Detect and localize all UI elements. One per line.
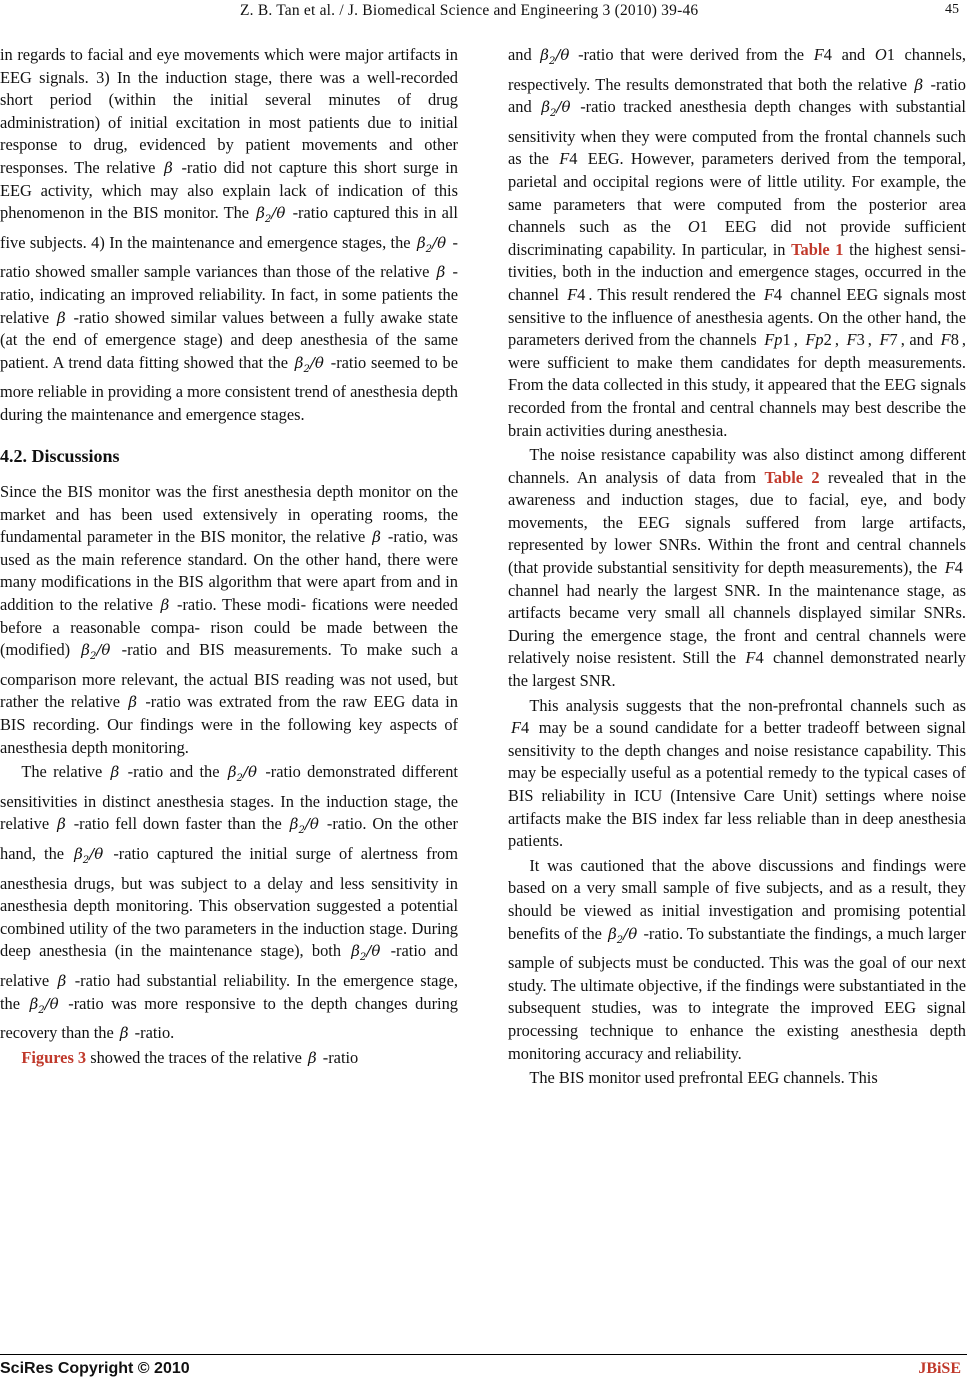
beta2-theta-symbol	[349, 942, 382, 964]
theta-glyph: /θ	[309, 353, 324, 372]
running-header	[0, 0, 967, 22]
text-run: . This result rendered the	[588, 284, 756, 304]
text-run: the highest sensi- tivities, both in the induction and emergence stages, occurred in the channel	[508, 239, 966, 304]
beta-symbol: β	[307, 1048, 317, 1067]
beta-symbol: β	[57, 815, 66, 834]
beta2-theta-symbol	[72, 845, 105, 866]
channel-letter: F	[813, 45, 824, 64]
text-run: -ratio. On the other hand, the	[0, 814, 459, 863]
running-head: Z. B. Tan et al. / J. Biomedical Science and Engineering 3 (2010) 39-46	[240, 2, 699, 19]
text-run: channel EEG signals most sensitive to the influence of anesthesia agents. On the other hand, the parameters derived from the channels	[508, 284, 966, 350]
channel-number: 4	[954, 558, 963, 578]
paragraph	[508, 1067, 966, 1090]
theta-glyph: /θ	[44, 994, 59, 1013]
beta-symbol: β	[128, 693, 138, 712]
text-run: in regards to facial and eye movements which were major artifacts in EEG signals. 3) In the induction stage, there was a well-recorded short period (within the initial several minutes of drug administration) of initial excitation in most patients due to initial response to drug, evidenced by patient movements and other responses. The relative	[0, 45, 458, 177]
text-run: -ratio and relative	[0, 941, 458, 990]
channel-letter: F	[944, 558, 955, 578]
channel-number: 4	[521, 718, 530, 738]
beta-symbol: β	[436, 263, 446, 282]
channel-f4	[742, 648, 766, 667]
paragraph	[0, 761, 458, 1045]
text-run: showed the traces of the relative	[90, 1047, 302, 1067]
beta-glyph: β	[29, 994, 39, 1013]
channel-letter: F	[567, 284, 578, 304]
text-run: The relative	[21, 762, 103, 782]
beta-glyph: β	[74, 845, 83, 863]
beta-symbol: β	[119, 1024, 129, 1043]
beta-symbol: β	[164, 158, 173, 177]
paragraph	[508, 695, 966, 853]
beta-glyph: β	[256, 204, 265, 223]
text-run: -ratio showed smaller sample variances than those of the relative	[0, 232, 459, 282]
text-run: The noise resistance capability was also distinct among different channels. An analysis of data from	[508, 445, 966, 487]
channel-f4	[556, 149, 580, 168]
paragraph	[508, 44, 966, 442]
right-column	[508, 44, 966, 1090]
beta-symbol: β	[110, 763, 120, 782]
channel-f7	[876, 330, 900, 349]
text-run: revealed that in the awareness and induction stages, due to facial, eye, and body movements, the EEG signals suffered from large artifacts, represented by lower SNRs. Within the front and central channels (that provide substantial sensitivity for depth measurements), the	[508, 467, 966, 578]
theta-glyph: /θ	[89, 845, 104, 863]
journal-link[interactable]: JBiSE	[918, 1360, 961, 1377]
beta-symbol: β	[372, 528, 381, 547]
text-run: -ratio.	[134, 1023, 175, 1043]
channel-f4	[508, 718, 532, 737]
subscript: 2	[89, 651, 97, 663]
text-run: -ratio demonstrated different sensitivities in distinct anesthesia stages. In the induction stage, the relative	[0, 762, 458, 834]
channel-f4	[942, 558, 966, 577]
channel-number: 4	[823, 45, 832, 64]
theta-glyph: /θ	[556, 98, 571, 117]
text-run: , and	[900, 330, 934, 350]
text-run: -ratio fell down faster than the	[73, 814, 282, 834]
text-run: -ratio and	[508, 74, 966, 117]
subscript: 2	[38, 1004, 45, 1016]
beta-symbol: β	[914, 75, 924, 94]
channel-number: 2	[823, 330, 832, 350]
text-run: -ratio had substantial reliability. In the emergence stage, the	[0, 970, 458, 1013]
text-run: -ratio and the	[127, 762, 220, 782]
channel-o1	[872, 45, 898, 64]
channel-letter: O	[874, 45, 887, 64]
subscript: 2	[264, 214, 272, 226]
subscript: 2	[616, 934, 624, 946]
channel-number: 1	[782, 330, 791, 350]
paragraph	[508, 444, 966, 693]
text-run: and	[841, 45, 866, 64]
channel-f3	[844, 330, 868, 349]
channel-letter: F	[559, 149, 570, 169]
text-run: channel demonstrated nearly the largest SNR.	[508, 648, 966, 691]
theta-glyph: /θ	[432, 233, 447, 252]
footer-divider	[0, 1354, 967, 1355]
beta-symbol: β	[160, 596, 170, 615]
text-run: -ratio showed similar values between a fully awake state (at the end of emergence stage) and deep anesthesia of the same patient. A trend data fitting showed that the	[0, 307, 458, 372]
beta-symbol: β	[57, 971, 67, 990]
page-number: 45	[945, 2, 959, 17]
paragraph	[0, 481, 458, 759]
theta-glyph: /θ	[242, 763, 257, 782]
beta2-theta-symbol	[226, 763, 259, 785]
theta-glyph: /θ	[623, 924, 638, 943]
channel-number: 4	[577, 284, 586, 304]
channel-f4	[761, 285, 785, 304]
text-run: -ratio tracked anesthesia depth changes with substantial sensitivity when they were computed from the frontal channels such as the	[508, 97, 966, 169]
figure-reference-link[interactable]: Figures 3	[21, 1047, 87, 1067]
text-run: -ratio. To substantiate the findings, a much larger sample of subjects must be conducted. This was the goal of our next study. The ultimate objective, if the findings were substantiated in the subsequent studies, was to integrate the improved EEG signal processing technique to enhance the existing anesthesia depth monitoring accuracy and reliability.	[508, 923, 966, 1063]
beta2-theta-symbol	[538, 46, 571, 67]
channel-fp1	[761, 330, 793, 349]
text-run: EEG. However, parameters derived from the temporal, parietal and occipital regions were of little utility. For example, the same parameters that were computed from the posterior area channels such as the	[508, 149, 966, 237]
beta-glyph: β	[81, 641, 90, 660]
copyright-notice: SciRes Copyright © 2010	[0, 1360, 190, 1377]
beta-glyph: β	[351, 942, 360, 961]
channel-letter: F	[940, 330, 951, 350]
channel-letter: Fp	[764, 330, 783, 350]
text-run: -ratio did not capture this short surge in EEG activity, which may also explain lack of indication of this phenomenon in the BIS monitor. The	[0, 157, 458, 223]
subscript: 2	[550, 108, 557, 120]
channel-f4	[811, 45, 835, 64]
text-run: -ratio was more responsive to the depth changes during recovery than the	[0, 993, 458, 1043]
beta2-theta-symbol	[293, 353, 326, 375]
text-run: ,	[834, 330, 839, 350]
beta2-theta-symbol	[606, 924, 639, 946]
beta-glyph: β	[540, 46, 549, 64]
channel-number: 4	[755, 648, 764, 668]
channel-letter: F	[511, 718, 522, 738]
beta2-theta-symbol	[254, 204, 287, 226]
table-reference-link[interactable]: Table 2	[764, 467, 820, 487]
text-run: This analysis suggests that the non-prefrontal channels such as	[529, 695, 966, 715]
text-run: -ratio	[322, 1047, 359, 1067]
subscript: 2	[425, 243, 433, 255]
channel-number: 3	[856, 330, 865, 350]
text-run: ,	[793, 330, 798, 350]
channel-letter: F	[879, 330, 890, 350]
text-run: -ratio, was used as the main reference standard. On the other hand, there were many modifications in the BIS algorithm that were apart from and in addition to the relative	[0, 527, 458, 615]
channel-number: 8	[950, 330, 959, 350]
beta-glyph: β	[294, 353, 304, 372]
text-run: channel had nearly the largest SNR. In the maintenance stage, as artifacts became very small all channels displayed similar SNRs. During the emergence stage, the front and central channels were relatively noise resistent. Still the	[508, 580, 966, 668]
beta-glyph: β	[227, 763, 237, 782]
channel-letter: Fp	[805, 330, 824, 350]
text-run: -ratio, indicating an improved reliability. In fact, in some patients the relative	[0, 262, 458, 327]
text-run: -ratio captured this in all five subjects. 4) In the maintenance and emergence stages, the	[0, 203, 458, 252]
text-run: -ratio that were derived from the	[578, 45, 805, 64]
subscript: 2	[548, 56, 556, 67]
subscript: 2	[82, 855, 90, 866]
channel-letter: F	[745, 648, 756, 668]
subscript: 2	[303, 363, 310, 375]
channel-number: 7	[889, 330, 898, 350]
subscript: 2	[298, 825, 305, 837]
channel-number: 4	[773, 284, 783, 304]
text-run: The BIS monitor used prefrontal EEG channels. This	[529, 1068, 878, 1088]
channel-fp2	[802, 330, 834, 349]
paragraph	[508, 855, 966, 1065]
beta-glyph: β	[608, 924, 617, 943]
beta-symbol: β	[57, 308, 66, 327]
table-reference-link[interactable]: Table 1	[791, 239, 844, 259]
left-column	[0, 44, 458, 1069]
text-run: Since the BIS monitor was the first anesthesia depth monitor on the market and has been used extensively in operating rooms, the fundamental parameter in the BIS monitor, the relative	[0, 482, 458, 547]
channel-number: 1	[886, 45, 895, 64]
channel-o1	[685, 217, 711, 236]
beta2-theta-symbol	[288, 815, 321, 837]
channel-f8	[938, 330, 962, 349]
beta2-theta-symbol	[415, 233, 448, 255]
text-run: -ratio. These modi- fications were needed before a reasonable compa- rison could be made between the (modified)	[0, 595, 458, 660]
paragraph	[0, 44, 458, 427]
section-heading: 4.2. Discussions	[0, 445, 120, 466]
text-run: ,	[867, 330, 872, 350]
beta-glyph: β	[417, 233, 426, 252]
text-run: -ratio captured the initial surge of alertness from anesthesia drugs, but was subject to a delay and less sensitivity in anesthesia depth monitoring. This observation suggested a potential combined utility of the two parameters in the induction stage. During deep anesthesia (in the maintenance stage), both	[0, 844, 458, 961]
text-run: and	[508, 45, 532, 64]
beta-glyph: β	[289, 815, 299, 834]
text-run: -ratio seemed to be more reliable in providing a more consistent trend of anesthesia depth during the maintenance and emergence stages.	[0, 352, 458, 424]
channel-letter: O	[687, 217, 700, 237]
theta-glyph: /θ	[555, 46, 570, 64]
theta-glyph: /θ	[271, 204, 286, 223]
text-run: channels, respectively. The results demonstrated that both the relative	[508, 45, 966, 94]
text-run: -ratio and BIS measurements. To make such a comparison more relevant, the actual BIS reading was not used, but rather the relative	[0, 640, 458, 712]
channel-number: 1	[699, 217, 708, 237]
theta-glyph: /θ	[366, 942, 381, 961]
text-run: -ratio was extrated from the raw EEG data in BIS recording. Our findings were in the following key aspects of anesthesia depth monitoring.	[0, 692, 458, 757]
beta2-theta-symbol	[79, 641, 112, 663]
beta2-theta-symbol	[28, 994, 61, 1016]
beta-glyph: β	[541, 98, 551, 117]
theta-glyph: /θ	[96, 641, 111, 660]
channel-f4	[564, 285, 588, 304]
beta2-theta-symbol	[539, 98, 572, 120]
subscript: 2	[236, 773, 243, 785]
text-run: , were sufficient to make them candidates for depth measurements. From the data collected in this study, it appeared that the EEG signals recorded from the frontal and central channels may best describe the brain activities during anesthesia.	[508, 330, 966, 440]
text-run: EEG did not provide sufficient discriminating capability. In particular, in	[508, 217, 967, 259]
subscript: 2	[359, 952, 367, 964]
channel-letter: F	[846, 330, 857, 350]
channel-number: 4	[569, 149, 578, 169]
text-run: may be a sound candidate for a better tradeoff between signal sensitivity to the depth changes and noise resistance capability. This may be especially useful as a potential remedy to the typical cases of BIS reliability in ICU (Intensive Care Unit) settings where noise artifacts make the BIS index far less reliable than in deep anesthesia patients.	[508, 718, 966, 851]
text-run: It was cautioned that the above discussions and findings were based on a very small sample of five subjects, and as a result, they should be viewed as initial investigation and promising potential benefits of the	[508, 855, 966, 943]
theta-glyph: /θ	[304, 815, 319, 834]
channel-letter: F	[763, 284, 774, 304]
paragraph	[0, 1047, 458, 1070]
